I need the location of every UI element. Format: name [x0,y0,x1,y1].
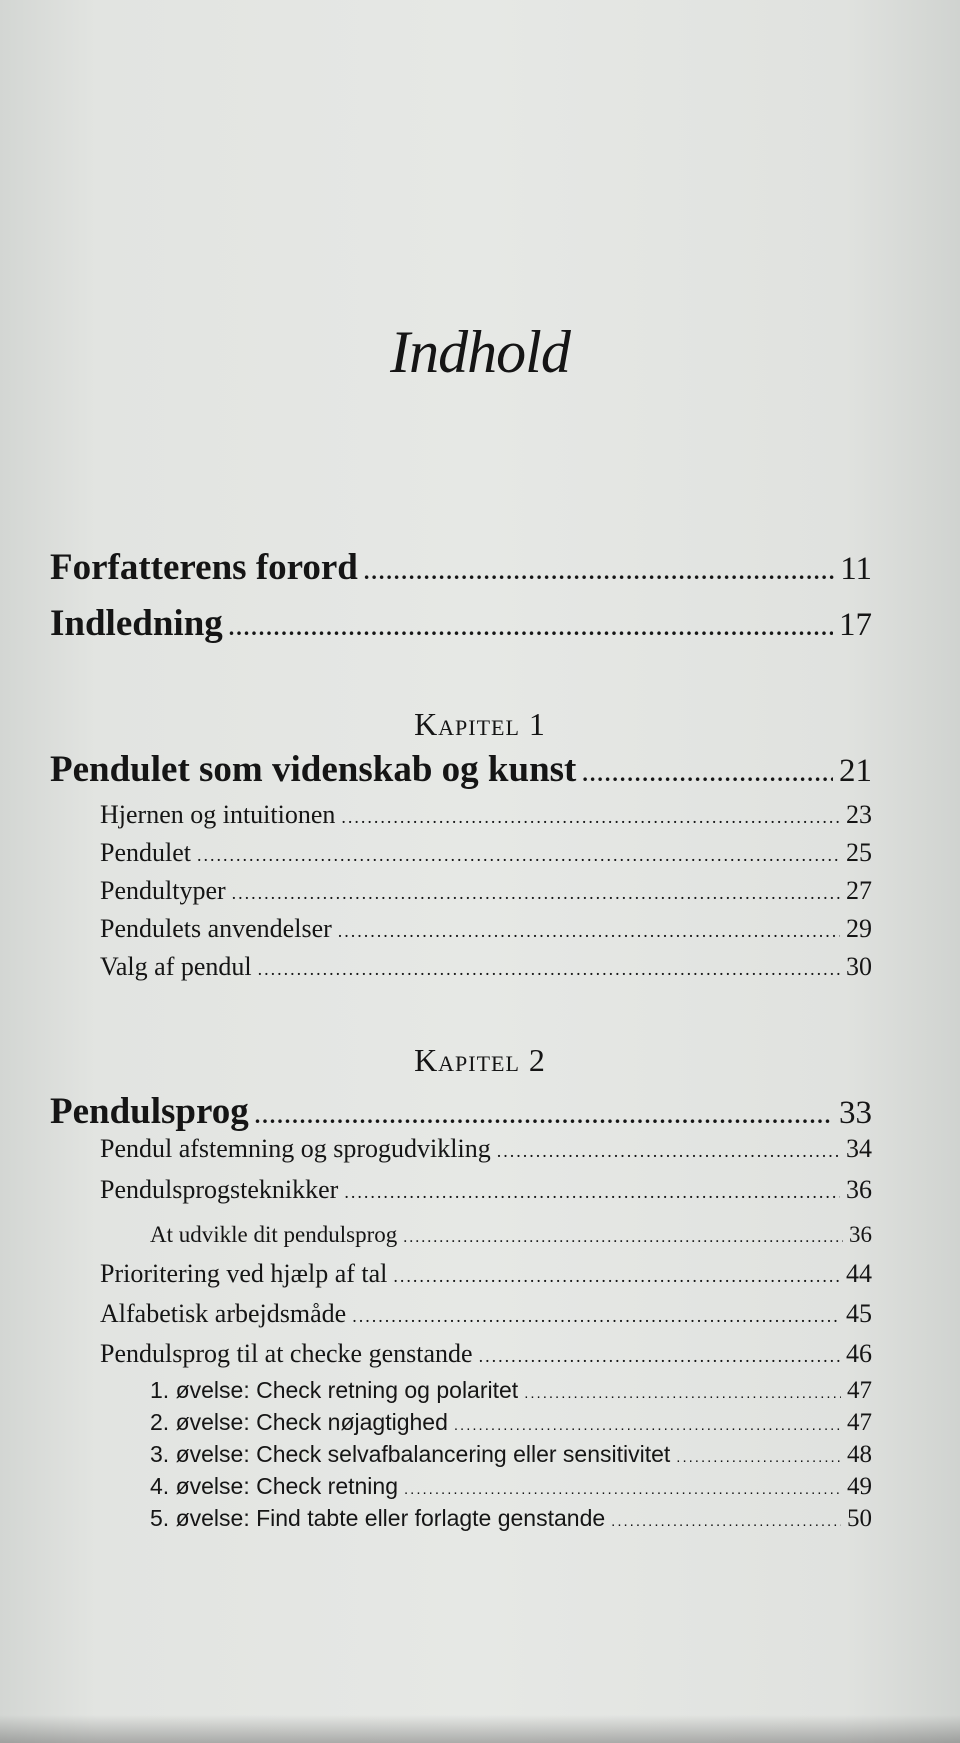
toc-entry-label: 5. øvelse: Find tabte eller forlagte genstande [150,1505,606,1531]
toc-entry-page: 45 [846,1299,872,1328]
toc-entry-page: 36 [846,1175,872,1204]
toc-entry-page: 29 [846,914,872,943]
toc-entry-page: 17 [839,607,872,643]
toc-entry-forord [50,546,872,589]
dot-leader [255,1105,833,1127]
toc-entry-page: 36 [849,1222,872,1247]
chapter-2-title-entry [50,1090,872,1133]
dot-leader [229,617,833,639]
dot-leader [393,1267,840,1285]
toc-entry-exercise [150,1441,872,1469]
toc-entry-page: 50 [847,1505,872,1532]
toc-entry-label: Pendulets anvendelser [100,914,332,943]
page-title: Indhold [390,319,570,385]
toc-entry-label: 4. øvelse: Check retning [150,1473,399,1499]
dot-leader [341,808,840,826]
dot-leader [479,1347,840,1365]
toc-entry-page: 47 [847,1409,872,1436]
toc-entry-page: 30 [846,952,872,981]
toc-entry-page: 25 [846,838,872,867]
toc-entry [100,952,872,982]
dot-leader [497,1142,840,1160]
toc-entry-label: Alfabetisk arbejdsmåde [100,1299,347,1328]
toc-entry-label: 1. øvelse: Check retning og polaritet [150,1377,519,1403]
dot-leader [524,1386,841,1401]
toc-entry-label: Forfatterens forord [50,547,358,588]
toc-entry [100,1134,872,1164]
toc-entry [100,1175,872,1205]
toc-entry-exercise [150,1505,872,1533]
chapter-2-heading: Kapitel 2 [414,1042,546,1078]
toc-entry [100,1259,872,1289]
toc-entry-page: 33 [839,1095,872,1131]
dot-leader [364,561,834,583]
dot-leader [404,1482,841,1497]
toc-entry [100,876,872,906]
toc-entry-label: Indledning [50,603,223,644]
toc-entry-label: Pendulsprog til at checke genstande [100,1339,473,1368]
toc-entry-exercise [150,1473,872,1501]
toc-entry-page: 34 [846,1134,872,1163]
toc-entry-page: 44 [846,1259,872,1288]
chapter-1-heading: Kapitel 1 [414,706,546,742]
dot-leader [454,1418,841,1433]
dot-leader [338,922,840,940]
toc-entry [100,1339,872,1369]
dot-leader [232,884,840,902]
dot-leader [676,1450,841,1465]
toc-entry-exercise [150,1409,872,1437]
toc-entry [150,1222,872,1248]
toc-entry-label: Prioritering ved hjælp af tal [100,1259,388,1288]
toc-entry-label: Valg af pendul [100,952,252,981]
chapter-title: Pendulsprog [50,1091,249,1132]
toc-entry-exercise [150,1377,872,1405]
dot-leader [352,1307,840,1325]
chapter-title: Pendulet som videnskab og kunst [50,749,577,790]
toc-entry-page: 47 [847,1377,872,1404]
toc-entry-label: Hjernen og intuitionen [100,800,336,829]
toc-entry-label: Pendulet [100,838,191,867]
toc-entry-label: Pendulsprogsteknikker [100,1175,339,1204]
toc-entry-page: 48 [847,1441,872,1468]
dot-leader [403,1230,843,1246]
toc-entry-label: Pendultyper [100,876,226,905]
chapter-1-title-entry [50,748,872,791]
toc-entry-label: At udvikle dit pendulsprog [150,1222,398,1247]
toc-entry-label: Pendul afstemning og sprogudvikling [100,1134,491,1163]
toc-entry-page: 11 [840,551,872,587]
toc-entry-page: 21 [839,753,872,789]
toc-entry-page: 49 [847,1473,872,1500]
toc-entry-label: 2. øvelse: Check nøjagtighed [150,1409,448,1435]
dot-leader [197,846,840,864]
toc-entry [100,800,872,830]
dot-leader [344,1183,840,1201]
toc-entry-page: 46 [846,1339,872,1368]
toc-entry [100,1299,872,1329]
toc-entry-page: 27 [846,876,872,905]
toc-entry-page: 23 [846,800,872,829]
dot-leader [582,763,833,785]
toc-entry-indledning [50,602,872,645]
dot-leader [611,1514,841,1529]
toc-entry [100,838,872,868]
dot-leader [258,960,840,978]
toc-entry-label: 3. øvelse: Check selvafbalancering eller sensitivitet [150,1441,671,1467]
toc-entry [100,914,872,944]
